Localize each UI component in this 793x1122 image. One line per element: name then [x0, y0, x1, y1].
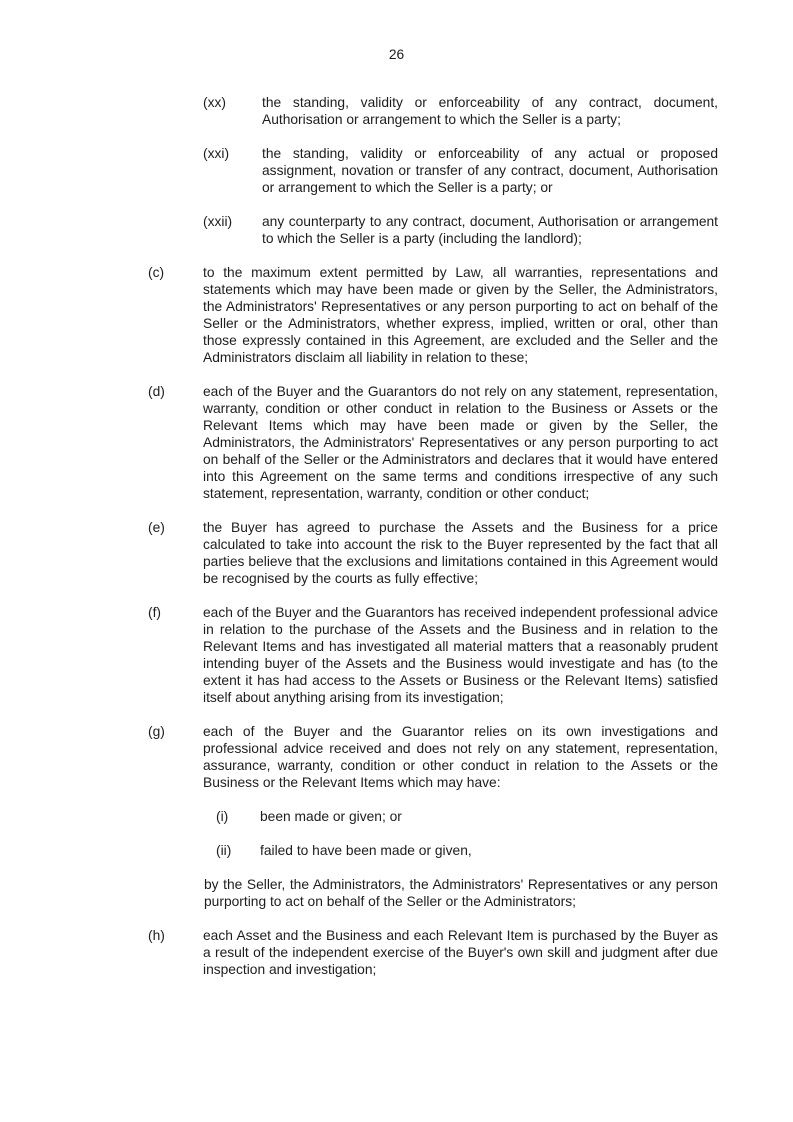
clause-e — [148, 519, 718, 587]
clause-h — [148, 927, 718, 978]
clause-text: failed to have been made or given, — [260, 843, 472, 858]
subclause-ii — [216, 842, 718, 859]
clause-f — [148, 604, 718, 706]
page-number: 26 — [388, 47, 405, 62]
clause-text: been made or given; or — [260, 809, 402, 824]
clause-label: (f) — [148, 605, 162, 620]
clause-xxi — [203, 145, 718, 196]
clause-d — [148, 383, 718, 502]
clause-text: to the maximum extent permitted by Law, all warranties, representations and statements which may have been made or given by the Seller, the Administrators, the Administrators' Representatives or any person purporting to act on behalf of the Seller or the Administrators, whether express, implied, written or oral, other than those expressly contained in this Agreement, are excluded and the Seller and the Administrators disclaim all liability in relation to these; — [203, 265, 718, 365]
clause-text: the standing, validity or enforceability of any contract, document, Authorisation or arrangement to which the Seller is a party; — [262, 95, 718, 127]
clause-text: each of the Buyer and the Guarantors do not rely on any statement, representation, warranty, condition or other conduct in relation to the Business or Assets or the Relevant Items which may have been made or given by the Seller, the Administrators, the Administrators' Representatives or any person purporting to act on behalf of the Seller or the Administrators and declares that it would have entered into this Agreement on the same terms and conditions irrespective of any such statement, representation, warranty, condition or other conduct; — [203, 384, 718, 501]
clause-label: (c) — [148, 265, 165, 280]
clause-text: the standing, validity or enforceability of any actual or proposed assignment, novation or transfer of any contract, document, Authorisation or arrangement to which the Seller is a party; or — [262, 146, 718, 195]
clause-xxii — [203, 213, 718, 247]
clause-text: any counterparty to any contract, document, Authorisation or arrangement to which the Seller is a party (including the landlord); — [262, 214, 718, 246]
clause-label: (xxi) — [203, 146, 230, 161]
clause-text: each of the Buyer and the Guarantor relies on its own investigations and professional advice received and does not rely on any statement, representation, assurance, warranty, condition or other conduct in relation to the Assets or the Business or the Relevant Items which may have: — [203, 724, 718, 790]
clause-text: each of the Buyer and the Guarantors has received independent professional advice in relation to the purchase of the Assets and the Business and in relation to the Relevant Items and has investigated all material matters that a reasonably prudent intending buyer of the Assets and the Business would investigate and has (to the extent it has had access to the Assets or Business or the Relevant Items) satisfied itself about anything arising from its investigation; — [203, 605, 718, 705]
clause-text: the Buyer has agreed to purchase the Assets and the Business for a price calculated to take into account the risk to the Buyer represented by the fact that all parties believe that the exclusions and limitations contained in this Agreement would be recognised by the courts as fully effective; — [203, 520, 718, 586]
clause-label: (h) — [148, 928, 165, 943]
clause-label: (g) — [148, 724, 165, 739]
clause-g-continuation — [204, 876, 718, 910]
clause-text: by the Seller, the Administrators, the Administrators' Representatives or any person purporting to act on behalf of the Seller or the Administrators; — [204, 877, 718, 909]
clause-label: (xxii) — [203, 214, 233, 229]
clause-label: (e) — [148, 520, 165, 535]
clause-xx — [203, 94, 718, 128]
clause-label: (xx) — [203, 95, 226, 110]
clause-label: (d) — [148, 384, 165, 399]
subclause-i — [216, 808, 718, 825]
clause-label: (i) — [216, 809, 229, 824]
clause-label: (ii) — [216, 843, 232, 858]
clause-g — [148, 723, 718, 791]
clause-text: each Asset and the Business and each Relevant Item is purchased by the Buyer as a result of the independent exercise of the Buyer's own skill and judgment after due inspection and investigation; — [203, 928, 718, 977]
clause-c — [148, 264, 718, 366]
document-content — [0, 94, 793, 995]
